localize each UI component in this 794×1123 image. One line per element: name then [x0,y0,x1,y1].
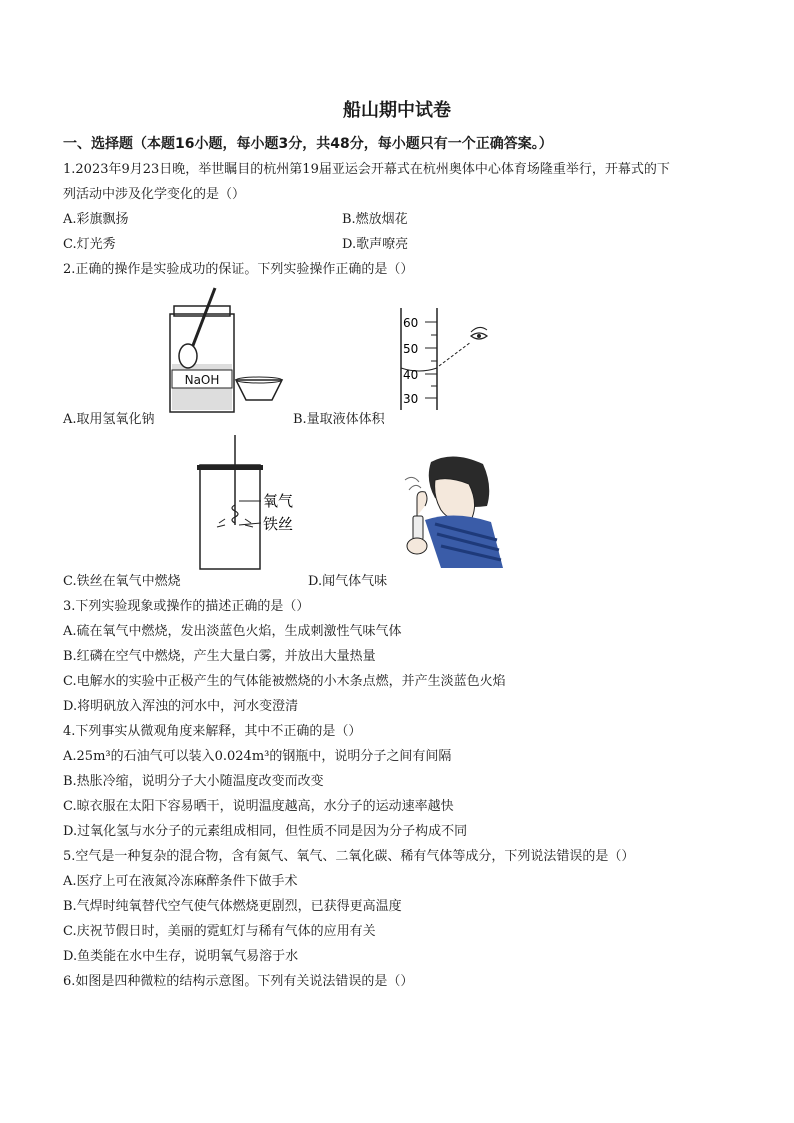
section-heading: 一、选择题（本题16小题，每小题3分，共48分，每小题只有一个正确答案。） [63,136,553,152]
naoh-label: NaOH [184,373,220,387]
q5-option-c: C.庆祝节假日时，美丽的霓虹灯与稀有气体的应用有关 [63,924,376,939]
figure-graduated-cylinder [395,308,495,412]
q1-option-c: C.灯光秀 [63,237,116,252]
q1-option-d: D.歌声嘹亮 [342,237,409,252]
q1-option-a: A.彩旗飘扬 [63,212,129,227]
q5-option-b: B.气焊时纯氧替代空气使气体燃烧更剧烈，已获得更高温度 [63,899,402,914]
q3-option-b: B.红磷在空气中燃烧，产生大量白雾，并放出大量热量 [63,649,376,664]
q4-option-b: B.热胀冷缩，说明分子大小随温度改变而改变 [63,774,324,789]
q4-option-c: C.晾衣服在太阳下容易晒干，说明温度越高，水分子的运动速率越快 [63,799,454,814]
q4-option-d: D.过氧化氢与水分子的元素组成相同，但性质不同是因为分子构成不同 [63,824,468,839]
q1-stem-line2: 列活动中涉及化学变化的是（） [63,187,246,202]
iron-wire-label: 铁丝 [263,515,294,533]
q4-stem: 4.下列事实从微观角度来解释，其中不正确的是（） [63,724,362,739]
page-title: 船山期中试卷 [343,100,451,121]
figure-iron-wire-oxygen [195,435,310,570]
q6-stem: 6.如图是四种微粒的结构示意图。下列有关说法错误的是（） [63,974,414,989]
tick-label-60: 60 [403,316,419,330]
figure-naoh-jar [160,284,290,414]
oxygen-label: 氧气 [263,492,294,510]
q1-option-b: B.燃放烟花 [342,212,408,227]
q3-option-d: D.将明矾放入浑浊的河水中，河水变澄清 [63,699,299,714]
q5-option-d: D.鱼类能在水中生存，说明氧气易溶于水 [63,949,299,964]
figure-smelling-gas [395,450,510,570]
q2-option-d: D.闻气体气味 [308,574,388,589]
q2-option-a: A.取用氢氧化钠 [63,412,155,427]
tick-label-30: 30 [403,392,419,406]
q1-stem-line1: 1.2023年9月23日晚，举世瞩目的杭州第19届亚运会开幕式在杭州奥体中心体育场隆重举行，开幕式的下 [63,162,670,177]
tick-label-50: 50 [403,342,419,356]
q2-stem: 2.正确的操作是实验成功的保证。下列实验操作正确的是（） [63,262,414,277]
q5-stem: 5.空气是一种复杂的混合物，含有氮气、氧气、二氧化碳、稀有气体等成分，下列说法错误的是（） [63,849,635,864]
q2-option-b: B.量取液体体积 [293,412,385,427]
q5-option-a: A.医疗上可在液氮冷冻麻醉条件下做手术 [63,874,298,889]
q3-stem: 3.下列实验现象或操作的描述正确的是（） [63,599,310,614]
tick-label-40: 40 [403,368,419,382]
q4-option-a: A.25m³的石油气可以装入0.024m³的钢瓶中，说明分子之间有间隔 [63,749,452,764]
q2-option-c: C.铁丝在氧气中燃烧 [63,574,181,589]
q3-option-a: A.硫在氧气中燃烧，发出淡蓝色火焰，生成刺激性气味气体 [63,624,402,639]
q3-option-c: C.电解水的实验中正极产生的气体能被燃烧的小木条点燃，并产生淡蓝色火焰 [63,674,506,689]
